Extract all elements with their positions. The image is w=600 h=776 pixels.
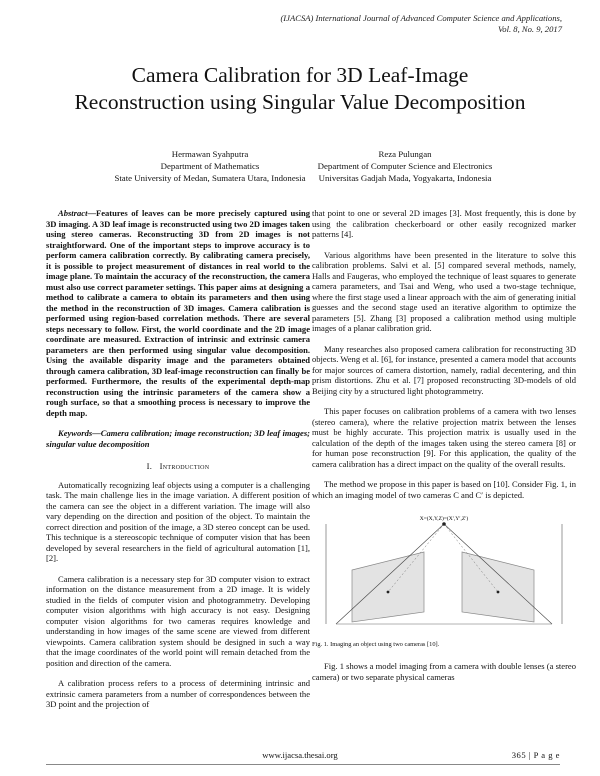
keywords-label: Keywords: [58, 428, 93, 438]
author-inst: State University of Medan, Sumatera Utara, Indonesia: [114, 173, 306, 183]
author-name: Hermawan Syahputra: [171, 149, 249, 159]
abstract: [46, 208, 310, 418]
footer-url[interactable]: www.ijacsa.thesai.org: [262, 750, 338, 760]
paragraph: Many researches also proposed camera calibration for reconstructing 3D objects. Weng et al. [6], for instance, presented a camera model that accounts for major sources of camera distortion, namely, radial decentering, and thin prism distortions. Zhu et al. [7] proposed reconstructing 3D-models of old Beijing city by a structured light photogrammetry.: [312, 343, 576, 396]
abstract-text: —Features of leaves can be more precisely captured using 3D imaging. A 3D leaf image is reconstructed using two 2D images taken using stereo cameras. Reconstructing 3D from 2D images is not straightforward. One of the important steps to improve accuracy is to perform camera calibration correctly. By calibrating camera precisely, it is possible to project measurement of distances in real world to the image plane. To maintain the accuracy of the reconstruction, the camera must also use correct parameter settings. This paper aims at designing a method to calibrate a camera to obtain its parameters and then using the method in the reconstruction of 3D images. Camera calibration is performed using region-based correlation methods. There are several steps necessary to follow. First, the world coordinate and the 2D image coordinate are measured. Extraction of intrinsic and extrinsic camera parameters are then performed using singular value decomposition. Using the available disparity image and the parameters obtained through camera calibration, 3D leaf-image reconstruction can finally be performed. Furthermore, the results of the experimental depth-map reconstruction using the intrinsic parameters of the camera show a rough surface, so that a smoothing process is necessary to improve the depth map.: [46, 208, 310, 418]
page-number: 365 | P a g e: [511, 750, 560, 760]
left-column: [46, 208, 310, 710]
author-name: Reza Pulungan: [378, 149, 432, 159]
footer-rule: [46, 764, 560, 765]
figure-caption: Fig. 1. Imaging an object using two cameras [10].: [312, 641, 440, 648]
paragraph: This paper focuses on calibration problems of a camera with two lenses (stereo camera), where the relative projection matrix between the lenses must be highly accurate. This projection matrix is usually used in the calculation of the depth of the images taken using the stereo camera [8] or for human pose reconstruction [9]. For this application, the quality of the camera calibration has a direct impact on the quality of the overall results.: [312, 406, 576, 469]
author-block-1: [110, 148, 310, 184]
author-inst: Universitas Gadjah Mada, Yogyakarta, Indonesia: [318, 173, 492, 183]
paper-title: [0, 62, 600, 116]
object-point: [442, 522, 446, 526]
paragraph: Camera calibration is a necessary step for 3D computer vision to extract information on the distance measurement from a 2D image. It is widely studied in the fields of computer vision and photogrammetry. Developing computer vision algorithms with high accuracy is not easy. Designing computer vision algorithms for two cameras requires knowledge and understanding in how images of the same scene are viewed from different viewpoints. Camera calibration system should be designed in such a way that the image coordinates of the world point will remain detached from the position and direction of the camera.: [46, 573, 310, 668]
author-dept: Department of Mathematics: [160, 161, 260, 171]
paper-title-line1: Camera Calibration for 3D Leaf-Image: [131, 63, 469, 87]
paragraph: The method we propose in this paper is based on [10]. Consider Fig. 1, in which an imaging model of two cameras C and C′ is depicted.: [312, 479, 576, 500]
image-plane-right: [462, 552, 534, 622]
object-point-label: X=(X,Y,Z)=(X′,Y′,Z′): [419, 516, 469, 522]
journal-header: [142, 13, 562, 35]
author-dept: Department of Computer Science and Electronics: [317, 161, 493, 171]
image-plane-left: [352, 552, 424, 622]
stereo-camera-diagram: [312, 512, 576, 634]
projection-left: [387, 591, 390, 594]
paragraph: Fig. 1 shows a model imaging from a camera with double lenses (a stereo camera) or two separate physical cameras: [312, 661, 576, 682]
paragraph: that point to one or several 2D images [3]. Most frequently, this is done by using the calibration checkerboard or other easily recognized marker patterns [4].: [312, 208, 576, 239]
keywords: [46, 428, 310, 449]
section-title: Introduction: [159, 461, 210, 471]
journal-header-line2: Vol. 8, No. 9, 2017: [498, 24, 562, 34]
paper-title-line2: Reconstruction using Singular Value Decomposition: [74, 90, 526, 114]
abstract-label: Abstract: [58, 208, 88, 218]
paragraph: Automatically recognizing leaf objects using a computer is a challenging task. The main challenge lies in the image variation. A different position of the camera can see the object in a different variation. The image will also vary depending on the direction and position of the object. To maintain the correct direction and position of the image, a 3D stereo concept can be used. This technique is a stereoscopic technique of computer vision that has been developed by several researchers in the field of agricultural automation [1], [2].: [46, 479, 310, 563]
projection-right: [497, 591, 500, 594]
paragraph: A calibration process refers to a process of determining intrinsic and extrinsic camera parameters from a number of correspondences between the 3D point and the projection of: [46, 678, 310, 709]
section-heading: [46, 461, 310, 472]
keywords-text: —Camera calibration; image reconstruction; 3D leaf images; singular value decomposition: [46, 428, 310, 449]
section-numeral: I.: [146, 461, 153, 471]
journal-header-line1: (IJACSA) International Journal of Advanced Computer Science and Applications,: [280, 13, 562, 23]
paragraph: Various algorithms have been presented in the literature to solve this calibration problems. Salvi et al. [5] compared several methods, namely, Halls and Faugeras, who employed the technique of least squares to generate camera parameters, and Tsai and Weng, who used a two-stage technique, where the first stage used a linear approach with the aim of generating initial guesses and the second stage used an iterative algorithm to optimize the parameters [5]. Zhang [3] proposed a calibration method using multiple images of a planar calibration grid.: [312, 249, 576, 333]
right-column: [312, 208, 576, 682]
author-block-2: [310, 148, 500, 184]
figure-1: [312, 512, 576, 634]
